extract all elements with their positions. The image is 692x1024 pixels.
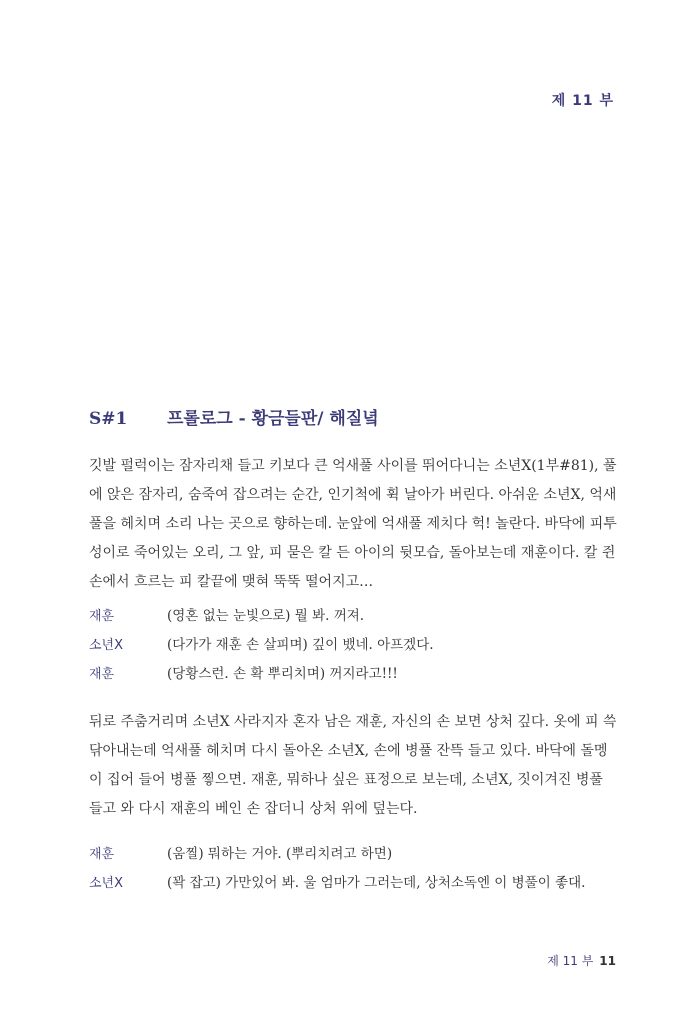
dialogue-row <box>89 869 619 898</box>
dialogue-line: (당황스런. 손 확 뿌리치며) 꺼지라고!!! <box>167 666 398 682</box>
dialogue-line: (영혼 없는 눈빛으로) 뭘 봐. 꺼져. <box>167 608 365 624</box>
scene-title: 프롤로그 - 황금들판/ 해질녘 <box>167 409 379 429</box>
dialogue-line: (다가가 재훈 손 살피며) 깊이 뱄네. 아프겠다. <box>167 637 434 653</box>
speaker-name: 소년X <box>89 638 124 653</box>
action-paragraph: 뒤로 주춤거리며 소년X 사라지자 혼자 남은 재훈, 자신의 손 보면 상처 깊다. 옷에 피 쓱 닦아내는데 억새풀 헤치며 다시 돌아온 소년X, 손에 병풀 잔뜩 들고 있다. 바닥에 돌멩이 집어 들어 병풀 찧으면. 재훈, 뭐하나 싶은 표정으로 보는데, 소년X, 짓이겨진 병풀 들고 와 다시 재훈의 베인 손 잡더니 상처 위에 덮는다. <box>89 714 617 817</box>
scene-heading <box>89 404 629 429</box>
speaker-name: 재훈 <box>89 667 115 682</box>
page-number: 11 <box>599 954 616 968</box>
dialogue-row <box>89 602 619 631</box>
dialogue-row <box>89 631 619 660</box>
dialogue-block <box>89 602 619 689</box>
dialogue-line: (움찔) 뭐하는 거야. (뿌리치려고 하면) <box>167 846 393 862</box>
dialogue-row <box>89 660 619 689</box>
scene-number: S#1 <box>89 409 128 429</box>
footer-part-label: 제 11 부 <box>547 954 594 968</box>
dialogue-block <box>89 840 619 898</box>
dialogue-line: (꽉 잡고) 가만있어 봐. 울 엄마가 그러는데, 상처소독엔 이 병풀이 좋대. <box>167 875 586 891</box>
speaker-name: 소년X <box>89 876 124 891</box>
action-paragraph: 깃발 펄럭이는 잠자리채 들고 키보다 큰 억새풀 사이를 뛰어다니는 소년X(1부#81), 풀에 앉은 잠자리, 숨죽여 잡으려는 순간, 인기척에 휙 날아가 버린다. 아쉬운 소년X, 억새풀을 헤치며 소리 나는 곳으로 향하는데. 눈앞에 억새풀 제치다 헉! 놀란다. 바닥에 피투성이로 죽어있는 오리, 그 앞, 피 묻은 칼 든 아이의 뒷모습, 돌아보는데 재훈이다. 칼 쥔 손에서 흐르는 피 칼끝에 맺혀 뚝뚝 떨어지고… <box>89 458 617 590</box>
speaker-name: 재훈 <box>89 847 115 862</box>
page-footer <box>547 952 616 969</box>
speaker-name: 재훈 <box>89 609 115 624</box>
part-header: 제 11 부 <box>551 93 614 109</box>
dialogue-row <box>89 840 619 869</box>
